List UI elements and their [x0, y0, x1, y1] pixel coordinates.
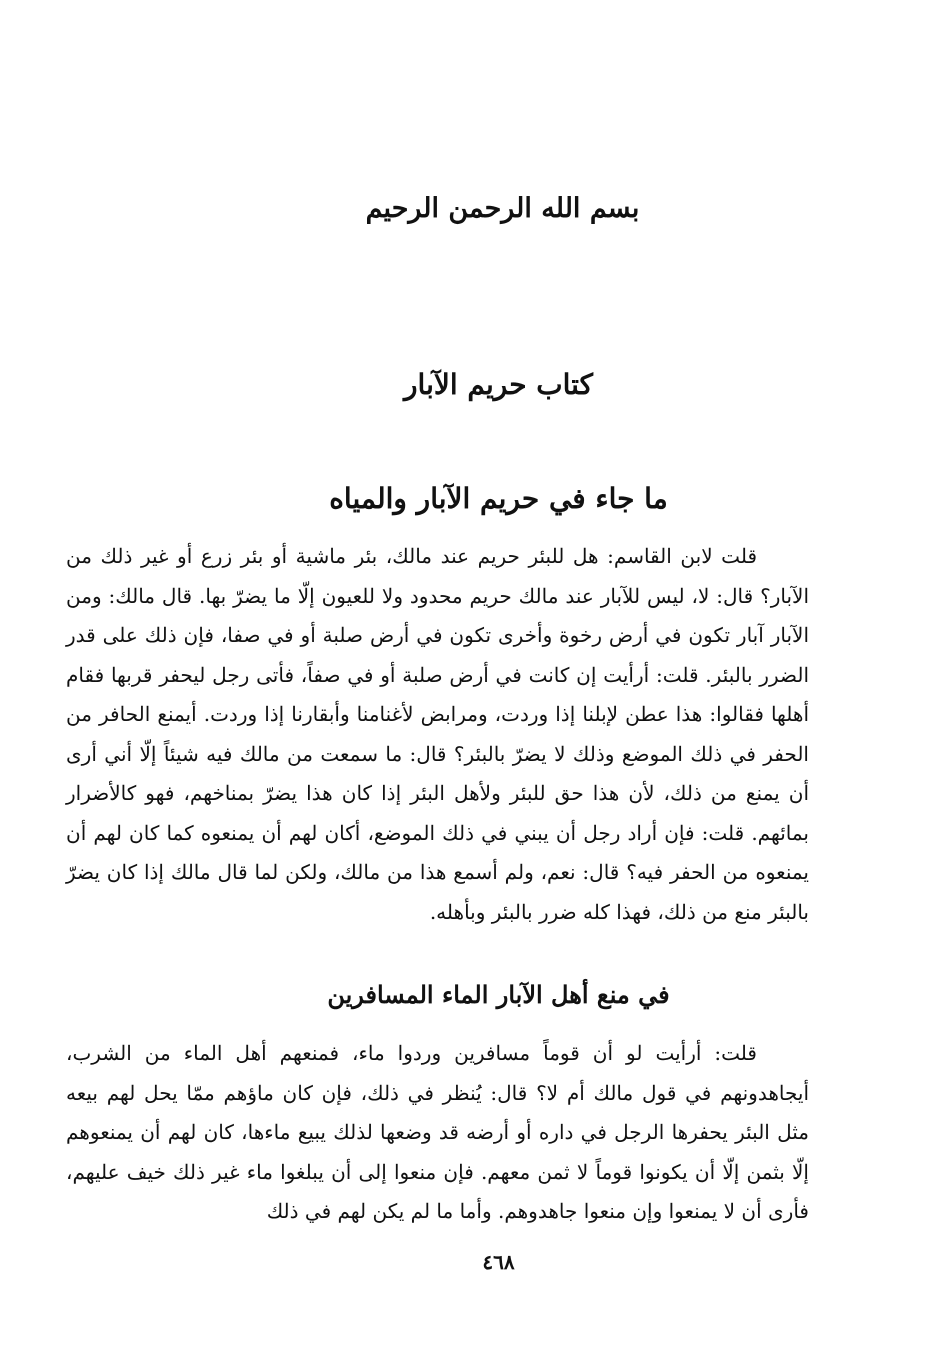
paragraph-2-text: قلت: أرأيت لو أن قوماً مسافرين وردوا ماء، فمنعهم أهل الماء من الشرب، أيجاهدونهم في قول مالك أم لا؟ قال: يُنظر في ذلك، فإن كان ماؤهم ممّا يحل لهم بيعه مثل البئر يحفرها الرجل في داره أو أرضه قد وضعها لذلك يبيع ماءها، كان لهم أن يمنعوهم إلّا بثمن إلّا أن يكونوا قوماً لا ثمن معهم. فإن منعوا إلى أن يبلغوا ماء غير ذلك خيف عليهم، فأرى أن لا يمنعوا وإن منعوا جاهدوهم. وأما ما لم يكن لهم في ذلك — [66, 1041, 809, 1223]
chapter-title: ما جاء في حريم الآبار والمياه — [329, 482, 668, 515]
paragraph-1-text: قلت لابن القاسم: هل للبئر حريم عند مالك، بئر ماشية أو بئر زرع أو غير ذلك من الآبار؟ قال: لا، ليس للآبار عند مالك حريم محدود ولا للعيون إلّا ما يضرّ بها. قال مالك: ومن الآبار آبار تكون في أرض رخوة وأخرى تكون في أرض صلبة أو في صفا، فإن ذلك على قدر الضرر بالبئر. قلت: أرأيت إن كانت في أرض صلبة أو في صفاً، فأتى رجل ليحفر قربها فقام أهلها فقالوا: هذا عطن لإبلنا إذا وردت، ومرابض لأغنامنا وأبقارنا إذا وردت. أيمنع الحافر من الحفر في ذلك الموضع وذلك لا يضرّ بالبئر؟ قال: ما سمعت من مالك فيه شيئاً إلّا أني أرى أن يمنع من ذلك، لأن هذا حق للبئر ولأهل البئر إذا كان هذا يضرّ بمناخهم، فهو كالأضرار بمائهم. قلت: فإن أراد رجل أن يبني في ذلك الموضع، أكان لهم أن يمنعوه كما كان لهم أن يمنعوه من الحفر فيه؟ قال: نعم، ولم أسمع هذا من مالك، ولكن لما قال مالك إذا كان يضرّ بالبئر منع من ذلك، فهذا كله ضرر بالبئر وبأهله. — [66, 544, 809, 924]
paragraph-1 — [66, 537, 809, 932]
page-number: ٤٦٨ — [482, 1250, 515, 1274]
section-subtitle: في منع أهل الآبار الماء المسافرين — [327, 980, 670, 1009]
basmala-heading: بسم الله الرحمن الرحيم — [365, 193, 640, 224]
book-title: كتاب حريم الآبار — [404, 368, 593, 401]
paragraph-2 — [66, 1034, 809, 1232]
